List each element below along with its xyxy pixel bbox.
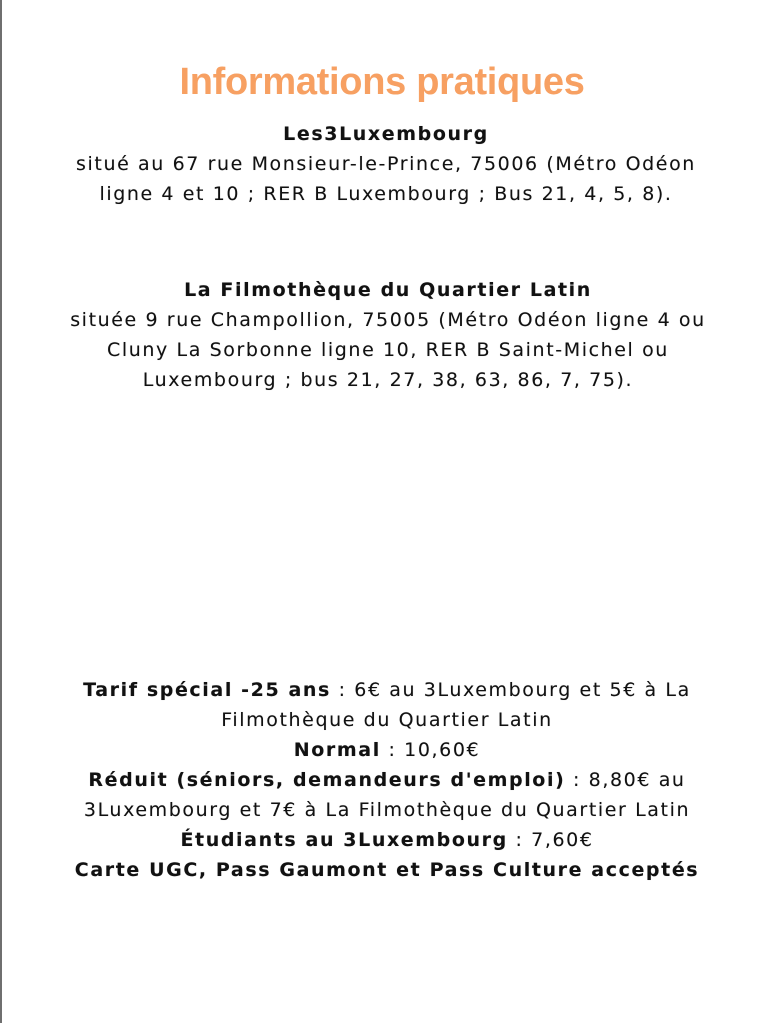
price-value: : 10,60€ (380, 739, 481, 761)
price-reduced (60, 765, 714, 825)
venue-name: La Filmothèque du Quartier Latin (184, 279, 592, 301)
accepted-cards: Carte UGC, Pass Gaumont et Pass Culture acceptés (74, 859, 700, 881)
price-normal (60, 735, 714, 765)
page-title: Informations pratiques (179, 61, 585, 104)
price-label: Réduit (séniors, demandeurs d'emploi) (88, 769, 566, 791)
price-value: : 7,60€ (507, 829, 594, 851)
price-special-under-25 (60, 675, 714, 735)
venue-address: située 9 rue Champollion, 75005 (Métro Odéon ligne 4 ou Cluny La Sorbonne ligne 10, RER B Saint-Michel ou Luxembourg ; bus 21, 27, 38, 63, 86, 7, 75). (70, 309, 706, 391)
venue-address: situé au 67 rue Monsieur-le-Prince, 75006 (Métro Odéon ligne 4 et 10 ; RER B Luxembourg ; Bus 21, 4, 5, 8). (76, 153, 696, 205)
page-left-border (0, 0, 2, 1023)
price-list (60, 675, 714, 885)
price-value: : 8,80€ au 3Luxembourg et 7€ à La Filmothèque du Quartier Latin (83, 769, 691, 821)
price-label: Tarif spécial -25 ans (83, 679, 331, 701)
price-students (60, 825, 714, 855)
venue-name: Les3Luxembourg (283, 123, 489, 145)
venue-filmotheque (52, 275, 724, 395)
venue-les3luxembourg (50, 119, 722, 209)
price-value: : 6€ au 3Luxembourg et 5€ à La Filmothèque du Quartier Latin (221, 679, 691, 731)
price-label: Normal (293, 739, 381, 761)
price-label: Étudiants au 3Luxembourg (180, 829, 508, 851)
